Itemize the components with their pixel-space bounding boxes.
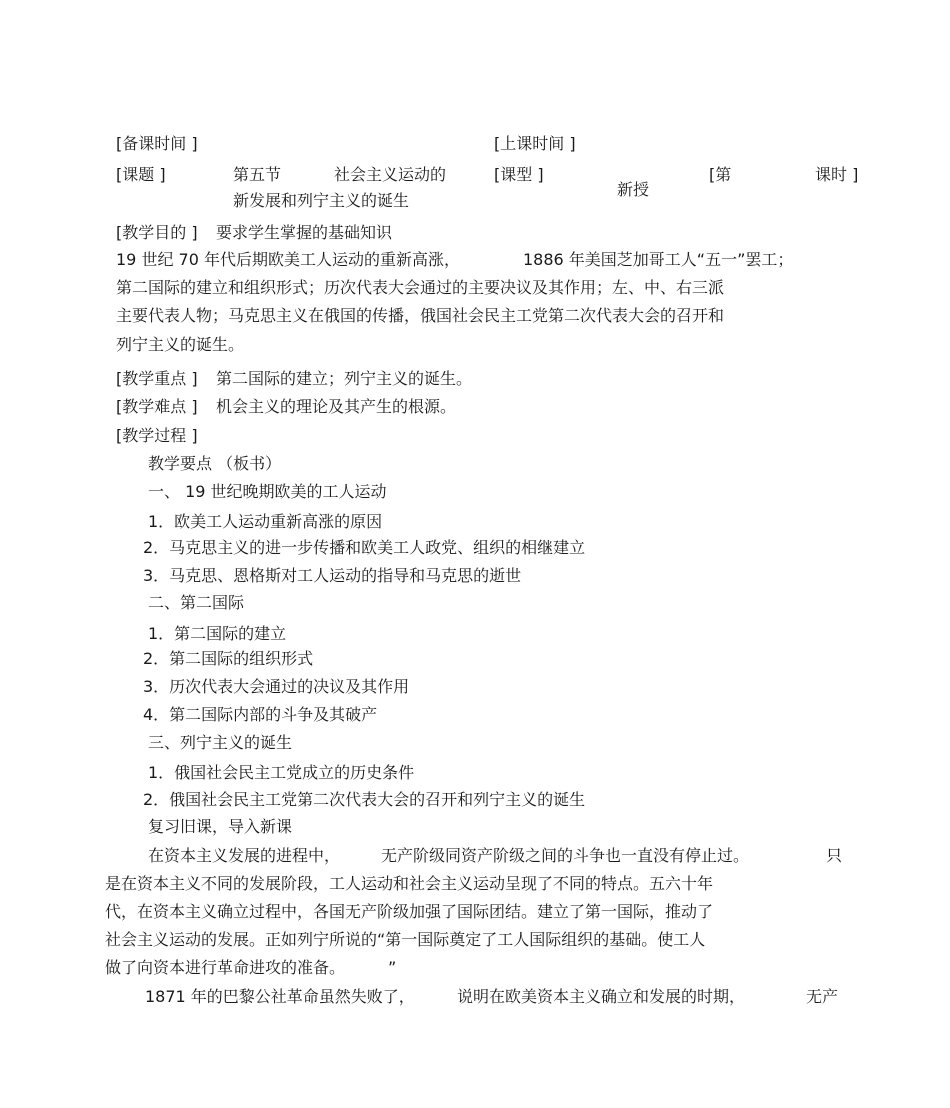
prep-time-label: [备课时间 ] xyxy=(116,134,198,153)
objectives-line1-a: 19 世纪 70 年代后期欧美工人运动的重新高涨， xyxy=(116,250,460,269)
topic-title-part2: 新发展和列宁主义的诞生 xyxy=(233,191,410,210)
objectives-line4: 列宁主义的诞生。 xyxy=(116,335,245,354)
topic-section: 第五节 xyxy=(233,165,282,184)
topic-label: [课题 ] xyxy=(116,165,166,184)
period-label-end: 课时 ] xyxy=(815,165,859,184)
section-heading-2: 二、第二国际 xyxy=(148,593,245,612)
process-label: [教学过程 ] xyxy=(116,426,198,445)
period-label-start: [第 xyxy=(709,165,732,184)
objectives-line3: 主要代表人物；马克思主义在俄国的传播，俄国社会民主工党第二次代表大会的召开和 xyxy=(116,306,725,325)
body-p1-segment-c: 只 xyxy=(826,846,843,865)
section-2-item: 2．第二国际的组织形式 xyxy=(143,649,314,668)
body-p2-segment-b: 说明在欧美资本主义确立和发展的时期， xyxy=(457,987,746,1006)
section-1-item: 2．马克思主义的进一步传播和欧美工人政党、组织的相继建立 xyxy=(143,538,586,557)
class-time-label: [上课时间 ] xyxy=(494,134,576,153)
lesson-type-value: 新授 xyxy=(617,180,650,199)
focus-text: 第二国际的建立；列宁主义的诞生。 xyxy=(216,369,473,388)
difficulty-text: 机会主义的理论及其产生的根源。 xyxy=(216,397,457,416)
section-3-item: 1．俄国社会民主工党成立的历史条件 xyxy=(148,763,415,782)
body-p1-line2: 是在资本主义不同的发展阶段，工人运动和社会主义运动呈现了不同的特点。五六十年 xyxy=(105,874,714,893)
board-title: 教学要点 （板书） xyxy=(148,454,282,473)
section-2-item: 1．第二国际的建立 xyxy=(148,624,287,643)
difficulty-label: [教学难点 ] xyxy=(116,397,198,416)
objectives-intro: 要求学生掌握的基础知识 xyxy=(216,223,393,242)
topic-title-part1: 社会主义运动的 xyxy=(334,165,447,184)
body-p1-segment-a: 在资本主义发展的进程中， xyxy=(148,846,341,865)
body-p1-segment-b: 无产阶级同资产阶级之间的斗争也一直没有停止过。 xyxy=(381,846,750,865)
section-heading-1: 一、 19 世纪晚期欧美的工人运动 xyxy=(148,482,387,501)
section-1-item: 3．马克思、恩格斯对工人运动的指导和马克思的逝世 xyxy=(143,566,522,585)
objectives-line2: 第二国际的建立和组织形式；历次代表大会通过的主要决议及其作用；左、中、右三派 xyxy=(116,278,725,297)
focus-label: [教学重点 ] xyxy=(116,369,198,388)
lesson-type-label: [课型 ] xyxy=(494,165,544,184)
body-p1-line3: 代，在资本主义确立过程中，各国无产阶级加强了国际团结。建立了第一国际，推动了 xyxy=(105,902,714,921)
body-p1-line5-b: ” xyxy=(388,958,397,977)
body-p2-segment-c: 无产 xyxy=(806,987,839,1006)
body-p1-line4: 社会主义运动的发展。正如列宁所说的“第一国际奠定了工人国际组织的基础。使工人 xyxy=(105,930,706,949)
body-p1-line5-a: 做了向资本进行革命进攻的准备。 xyxy=(105,958,346,977)
body-p2-segment-a: 1871 年的巴黎公社革命虽然失败了， xyxy=(145,987,415,1006)
section-3-item: 2．俄国社会民主工党第二次代表大会的召开和列宁主义的诞生 xyxy=(143,790,586,809)
objectives-line1-b: 1886 年美国芝加哥工人“五一”罢工； xyxy=(523,250,794,269)
section-2-item: 3．历次代表大会通过的决议及其作用 xyxy=(143,677,410,696)
objectives-label: [教学目的 ] xyxy=(116,223,198,242)
section-1-item: 1．欧美工人运动重新高涨的原因 xyxy=(148,512,383,531)
review-intro: 复习旧课，导入新课 xyxy=(148,817,293,836)
section-2-item: 4．第二国际内部的斗争及其破产 xyxy=(143,705,378,724)
section-heading-3: 三、列宁主义的诞生 xyxy=(148,733,293,752)
